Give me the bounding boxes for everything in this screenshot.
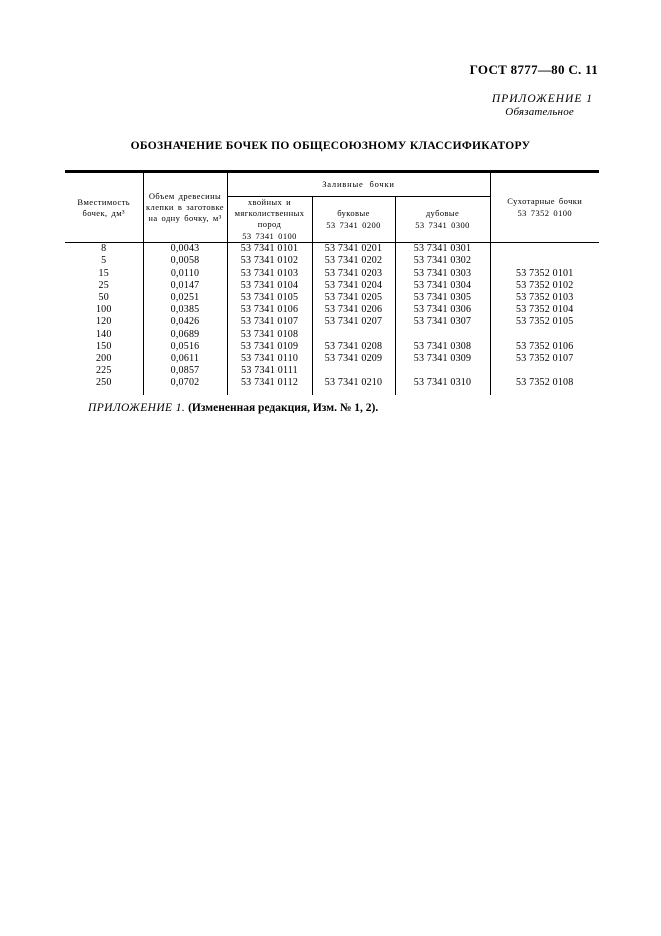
footnote-amendment-text: (Измененная редакция, Изм. № 1, 2).	[188, 402, 379, 414]
table-cell: 53 7341 0112	[227, 377, 312, 389]
table-cell: 53 7352 0101	[490, 268, 599, 280]
table-cell: 53 7341 0201	[312, 243, 395, 256]
table-body	[65, 243, 599, 390]
table-cell: 0,0611	[143, 353, 227, 365]
table-cell: 0,0058	[143, 255, 227, 267]
table-cell: 53 7341 0203	[312, 268, 395, 280]
table-cell: 0,0426	[143, 316, 227, 328]
table-cell: 53 7341 0110	[227, 353, 312, 365]
table-cell: 53 7352 0108	[490, 377, 599, 389]
table-cell	[395, 365, 490, 377]
table-row	[65, 280, 599, 292]
table-row	[65, 292, 599, 304]
table-row	[65, 316, 599, 328]
table-cell: 0,0110	[143, 268, 227, 280]
table-cell: 53 7352 0105	[490, 316, 599, 328]
table-cell: 250	[95, 377, 112, 389]
col-header-wood-volume: Объем древесины клепки в заготовке на одну бочку, м³	[143, 172, 227, 243]
table-cell	[395, 329, 490, 341]
beech-name: буковые	[337, 208, 370, 219]
table-cell	[490, 255, 599, 267]
table-row	[65, 304, 599, 316]
table-cell: 0,0702	[143, 377, 227, 389]
table-row	[65, 365, 599, 377]
table-cell	[312, 329, 395, 341]
dry-barrels-code: 53 7352 0100	[517, 208, 573, 219]
table-cell: 53 7352 0104	[490, 304, 599, 316]
table-cell: 150	[95, 340, 112, 352]
table-cell: 53 7341 0109	[227, 341, 312, 353]
table-cell: 120	[95, 316, 112, 328]
table-row	[65, 255, 599, 267]
col-header-beech	[312, 197, 395, 243]
table-cell: 50	[98, 292, 109, 303]
table-cell: 0,0251	[143, 292, 227, 304]
table-cell: 53 7341 0307	[395, 316, 490, 328]
table-cell: 53 7341 0310	[395, 377, 490, 389]
table-cell: 53 7352 0102	[490, 280, 599, 292]
footnote-appendix-ref: ПРИЛОЖЕНИЕ 1.	[88, 402, 186, 414]
barrel-designation-table	[65, 170, 599, 395]
table-cell: 53 7341 0301	[395, 243, 490, 256]
table-cell	[490, 329, 599, 341]
table-cell: 53 7341 0207	[312, 316, 395, 328]
table-cell: 53 7341 0104	[227, 280, 312, 292]
beech-code: 53 7341 0200	[326, 220, 381, 231]
table-cell: 53 7341 0304	[395, 280, 490, 292]
table-cell: 0,0385	[143, 304, 227, 316]
dry-barrels-name: Сухотарные бочки	[507, 196, 583, 207]
col-header-oak	[395, 197, 490, 243]
table-cell: 53 7341 0103	[227, 268, 312, 280]
table-cell	[490, 243, 599, 256]
table-cell: 53 7352 0103	[490, 292, 599, 304]
oak-name: дубовые	[425, 208, 460, 219]
table-cell: 0,0147	[143, 280, 227, 292]
table-cell: 0,0689	[143, 329, 227, 341]
table-cell: 53 7341 0302	[395, 255, 490, 267]
table-cell: 53 7341 0108	[227, 329, 312, 341]
table-cell: 53 7341 0209	[312, 353, 395, 365]
table-row	[65, 243, 599, 256]
oak-code: 53 7341 0300	[415, 220, 470, 231]
col-header-dry-barrels	[490, 172, 599, 243]
table-row	[65, 268, 599, 280]
table-cell: 53 7341 0111	[227, 365, 312, 377]
table-cell: 53 7341 0105	[227, 292, 312, 304]
conifer-code: 53 7341 0100	[242, 231, 297, 242]
table-cell: 53 7341 0205	[312, 292, 395, 304]
table-row	[65, 377, 599, 389]
header-row-1	[65, 172, 599, 197]
table-cell: 53 7341 0107	[227, 316, 312, 328]
table-cell: 53 7341 0303	[395, 268, 490, 280]
appendix-label: ПРИЛОЖЕНИЕ 1	[491, 93, 593, 105]
table-cell: 5	[101, 255, 107, 267]
table-cell: 53 7352 0107	[490, 353, 599, 365]
col-header-capacity: Вместимость бочек, дм³	[77, 196, 131, 218]
page-title: ОБОЗНАЧЕНИЕ БОЧЕК ПО ОБЩЕСОЮЗНОМУ КЛАССИФИКАТОРУ	[130, 140, 531, 152]
table-row	[65, 353, 599, 365]
table-cell: 53 7341 0206	[312, 304, 395, 316]
table-cell: 53 7341 0204	[312, 280, 395, 292]
table-cell: 53 7341 0210	[312, 377, 395, 389]
table-cell: 53 7341 0309	[395, 353, 490, 365]
appendix-note: Обязательное	[505, 106, 574, 118]
amendment-footnote	[88, 402, 378, 414]
table-cell: 200	[95, 353, 112, 365]
appendix-block	[492, 93, 593, 118]
table-row	[65, 329, 599, 341]
table-cell	[312, 365, 395, 377]
col-group-header-filled-barrels: Заливные бочки	[227, 172, 490, 197]
table-cell: 25	[98, 279, 109, 291]
table-row	[65, 341, 599, 353]
table-cell: 53 7352 0106	[490, 341, 599, 353]
table-cell: 0,0043	[143, 243, 227, 256]
conifer-name: хвойных и мягколиственных пород	[234, 197, 305, 230]
table-cell: 0,0516	[143, 341, 227, 353]
table-cell: 53 7341 0208	[312, 341, 395, 353]
table-cell: 225	[95, 365, 112, 377]
table-cell: 140	[95, 328, 112, 340]
table-bottom-line-stubs	[65, 390, 599, 395]
table-cell: 100	[95, 304, 112, 316]
table-cell: 0,0857	[143, 365, 227, 377]
table-cell: 53 7341 0305	[395, 292, 490, 304]
col-header-conifer	[227, 197, 312, 243]
table-cell: 53 7341 0102	[227, 255, 312, 267]
table-cell: 53 7341 0101	[227, 243, 312, 256]
table-cell: 53 7341 0306	[395, 304, 490, 316]
doc-reference: ГОСТ 8777—80 С. 11	[469, 62, 598, 77]
table-cell	[490, 365, 599, 377]
table-cell: 53 7341 0106	[227, 304, 312, 316]
table-cell: 53 7341 0308	[395, 341, 490, 353]
table-cell: 8	[65, 243, 143, 256]
table-cell: 53 7341 0202	[312, 255, 395, 267]
table-cell: 15	[98, 267, 109, 279]
